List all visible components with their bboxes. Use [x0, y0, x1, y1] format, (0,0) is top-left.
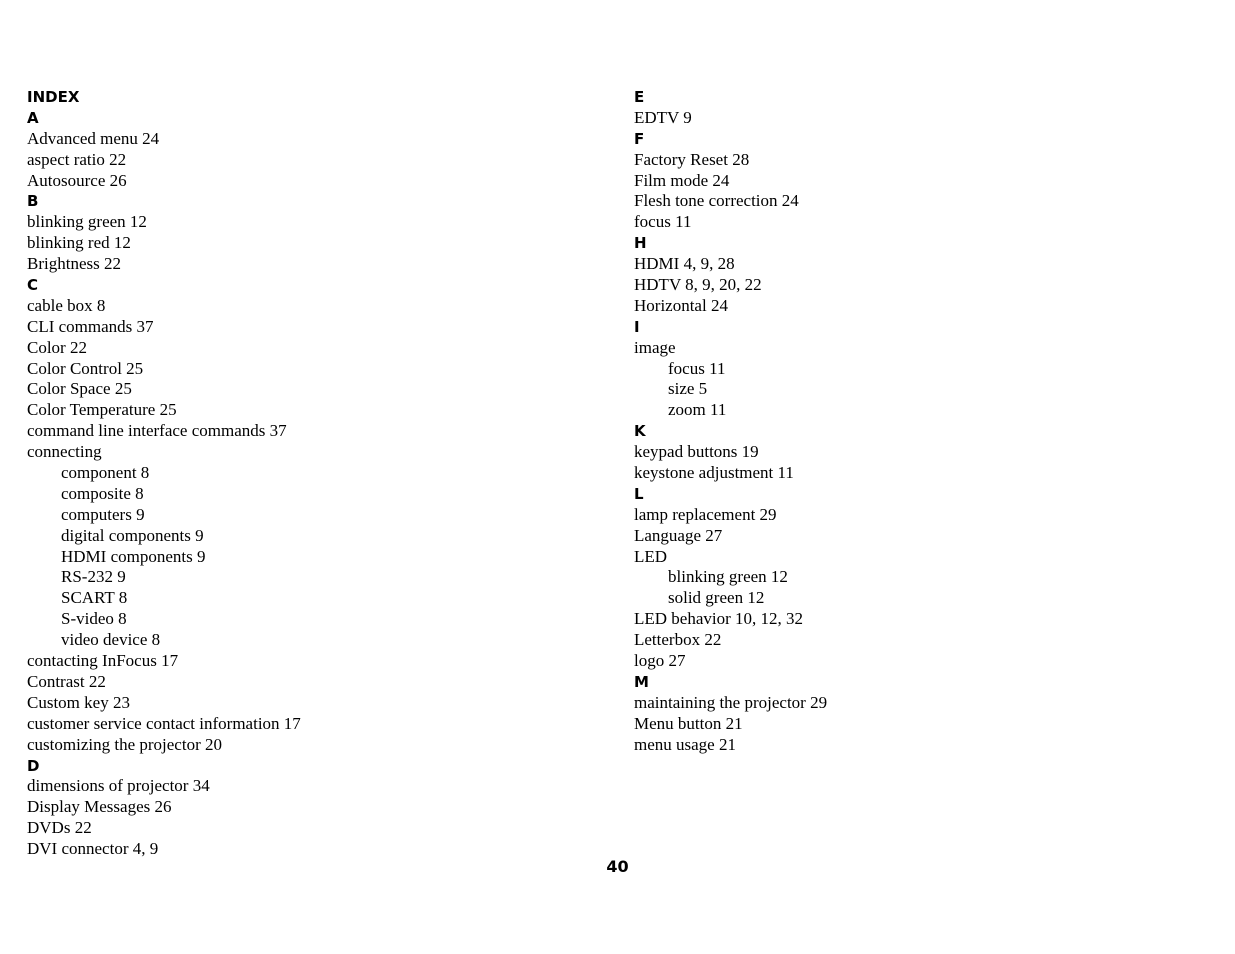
index-entry: customizing the projector 20	[27, 734, 222, 754]
index-subentry: blinking green 12	[668, 567, 788, 587]
index-left-column	[27, 87, 587, 860]
index-entry: lamp replacement 29	[634, 504, 777, 524]
index-subentry: RS-232 9	[61, 567, 126, 587]
index-entry: Letterbox 22	[634, 630, 722, 650]
index-entry: cable box 8	[27, 295, 106, 315]
index-entry: dimensions of projector 34	[27, 776, 210, 796]
index-entry: Advanced menu 24	[27, 128, 160, 148]
index-subentry: computers 9	[61, 504, 145, 524]
index-entry: Factory Reset 28	[634, 149, 750, 169]
index-subentry: composite 8	[61, 483, 144, 503]
section-letter-e: E	[634, 88, 645, 106]
page-number: 40	[606, 857, 629, 876]
index-entry: DVI connector 4, 9	[27, 839, 159, 859]
index-subentry: video device 8	[61, 630, 161, 650]
index-entry: HDTV 8, 9, 20, 22	[634, 275, 762, 295]
section-letter-l: L	[634, 484, 644, 503]
index-entry: blinking green 12	[27, 212, 147, 232]
index-entry: image	[634, 337, 676, 357]
index-subentry: solid green 12	[668, 588, 765, 608]
index-entry: Color 22	[27, 337, 87, 357]
index-entry: LED behavior 10, 12, 32	[634, 609, 804, 629]
index-entry: maintaining the projector 29	[634, 692, 828, 712]
index-entry: Brightness 22	[27, 254, 121, 274]
index-entry: DVDs 22	[27, 818, 92, 838]
index-entry: Autosource 26	[27, 170, 127, 190]
index-subentry: SCART 8	[61, 588, 128, 608]
index-entry: menu usage 21	[634, 734, 736, 754]
index-entry: command line interface commands 37	[27, 421, 287, 441]
index-entry: Color Temperature 25	[27, 400, 177, 420]
index-entry: Film mode 24	[634, 170, 730, 190]
index-entry: Flesh tone correction 24	[634, 191, 799, 211]
index-entry: HDMI 4, 9, 28	[634, 254, 735, 274]
index-entry: keystone adjustment 11	[634, 463, 794, 483]
index-subentry: HDMI components 9	[61, 546, 206, 566]
index-entry: EDTV 9	[634, 107, 692, 127]
index-entry: blinking red 12	[27, 233, 131, 253]
section-letter-b: B	[27, 192, 39, 211]
index-entry: Color Space 25	[27, 379, 132, 399]
section-letter-i: I	[634, 317, 640, 336]
index-entry: contacting InFocus 17	[27, 651, 179, 671]
section-letter-a: A	[27, 108, 39, 127]
index-entry: Horizontal 24	[634, 295, 728, 315]
index-entry: aspect ratio 22	[27, 149, 127, 169]
index-subentry: digital components 9	[61, 525, 204, 545]
index-entry: Menu button 21	[634, 713, 743, 733]
index-title: INDEX	[27, 88, 80, 106]
index-subentry: focus 11	[668, 358, 726, 378]
index-entry: Display Messages 26	[27, 797, 172, 817]
index-subentry: component 8	[61, 463, 150, 483]
index-entry: Language 27	[634, 525, 723, 545]
index-entry: customer service contact information 17	[27, 713, 301, 733]
index-entry: logo 27	[634, 651, 686, 671]
section-letter-h: H	[634, 234, 647, 253]
index-entry: Color Control 25	[27, 358, 144, 378]
index-entry: focus 11	[634, 212, 692, 232]
index-entry: keypad buttons 19	[634, 442, 759, 462]
index-entry: LED	[634, 546, 668, 566]
index-entry: Custom key 23	[27, 692, 130, 712]
section-letter-m: M	[634, 672, 649, 691]
index-right-column	[634, 87, 1194, 756]
index-entry: CLI commands 37	[27, 316, 154, 336]
index-entry: connecting	[27, 442, 102, 462]
index-subentry: zoom 11	[668, 400, 727, 420]
index-entry: Contrast 22	[27, 671, 106, 691]
index-subentry: size 5	[668, 379, 708, 399]
section-letter-k: K	[634, 422, 646, 441]
index-subentry: S-video 8	[61, 609, 127, 629]
section-letter-c: C	[27, 276, 39, 295]
section-letter-f: F	[634, 129, 645, 148]
section-letter-d: D	[27, 756, 40, 775]
